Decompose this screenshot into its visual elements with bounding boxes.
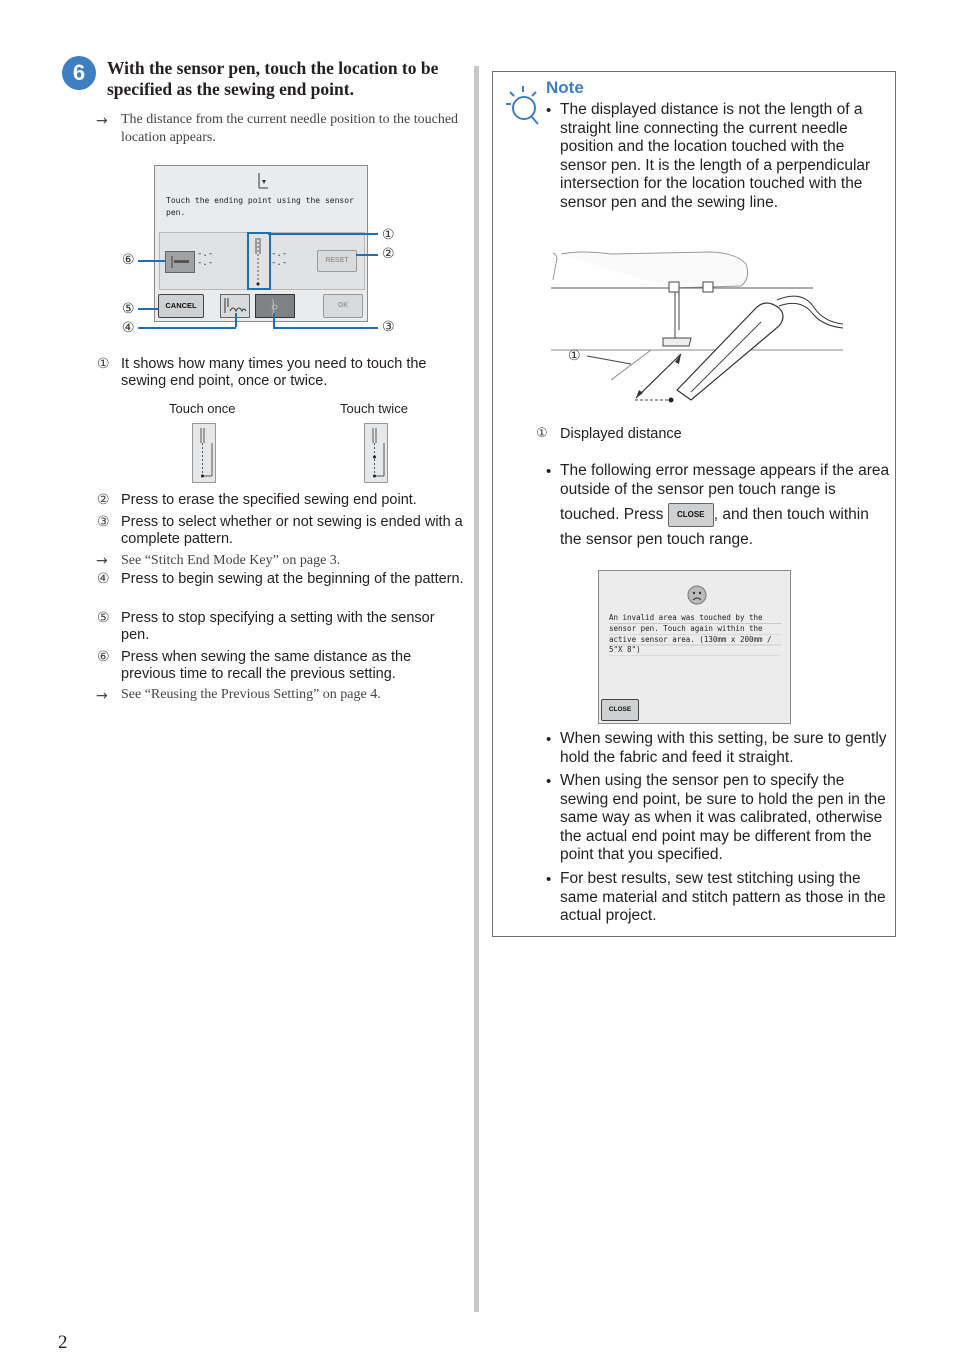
item-arrow: → <box>96 553 108 569</box>
item-arrow: → <box>96 688 108 704</box>
note-bullet-2 <box>560 462 890 550</box>
item-text: Press to erase the specified sewing end point. <box>121 492 417 508</box>
touch-twice-label: Touch twice <box>340 401 408 416</box>
bullet: • <box>546 463 552 480</box>
note-bullet-1: The displayed distance is not the length of a straight line connecting the current needle position and the location touched with the sensor pen. It is the length of a perpendicular intersection for the location touched with the sensor pen and the sewing line. <box>560 101 871 211</box>
item-number: ④ <box>97 571 110 587</box>
note-bullet-2-part2: , and then touch within the sensor pen touch range. <box>560 506 869 548</box>
previous-distance-display: -.- -.- <box>197 249 214 268</box>
bullet: • <box>546 731 552 748</box>
note-title: Note <box>546 78 584 97</box>
callout-6: ⑥ <box>122 252 135 268</box>
close-button-inline[interactable]: CLOSE <box>668 503 714 527</box>
step-number-badge: 6 <box>62 56 96 90</box>
bullet: • <box>546 773 552 790</box>
bullet: • <box>546 102 552 119</box>
note-lightbulb-icon <box>504 84 544 128</box>
column-divider <box>474 66 479 1312</box>
step-result: The distance from the current needle position to the touched location appears. <box>121 112 459 145</box>
error-message: An invalid area was touched by the sensor pen. Touch again within the active sensor area. (130mm x 200mm / 5"X 8") <box>609 613 781 656</box>
cancel-button[interactable]: CANCEL <box>158 294 204 318</box>
item-reference: See “Reusing the Previous Setting” on page 4. <box>121 687 381 702</box>
distance-display: -.- -.- <box>271 249 288 268</box>
sensor-pen-figure <box>551 250 843 408</box>
figure-caption: Displayed distance <box>560 426 682 442</box>
item-text: Press to stop specifying a setting with the sensor pen. <box>121 610 435 643</box>
callout-2: ② <box>382 246 395 262</box>
ok-button[interactable]: OK <box>323 294 363 318</box>
figure-callout-1: ① <box>568 348 581 364</box>
needle-down-icon <box>256 172 270 190</box>
item-text: Press to select whether or not sewing is ended with a complete pattern. <box>121 514 463 547</box>
item-text: Press when sewing the same distance as the previous time to recall the previous setting. <box>121 649 412 682</box>
note-bullet-2-part1: The following error message appears if the area outside of the sensor pen touch range is touched. Press <box>560 462 890 524</box>
callout-line-3a <box>273 313 275 327</box>
item-number: ⑤ <box>97 610 110 626</box>
stitch-end-mode-button[interactable] <box>255 294 295 318</box>
item-number: ① <box>97 356 110 372</box>
callout-line-5 <box>138 308 158 310</box>
touch-twice-icon <box>364 423 388 483</box>
page-number: 2 <box>58 1332 68 1353</box>
callout-3: ③ <box>382 319 395 335</box>
previous-setting-button[interactable] <box>165 251 195 273</box>
callout-line-4b <box>138 327 236 329</box>
touch-once-icon <box>192 423 216 483</box>
note-bullet-4: When using the sensor pen to specify the sewing end point, be sure to hold the pen in the same way as when it was calibrated, otherwise the actual end point may be different from the point that you specified. <box>560 772 886 863</box>
error-screen <box>598 570 791 724</box>
callout-5: ⑤ <box>122 301 135 317</box>
touch-count-indicator <box>247 232 271 290</box>
item-reference: See “Stitch End Mode Key” on page 3. <box>121 553 341 568</box>
item-number: ② <box>97 492 110 508</box>
callout-line-2 <box>356 254 378 256</box>
callout-line-3b <box>273 327 378 329</box>
step-title: With the sensor pen, touch the location to be specified as the sewing end point. <box>107 58 439 99</box>
reset-button[interactable]: RESET <box>317 250 357 272</box>
bullet: • <box>546 871 552 888</box>
result-arrow: → <box>96 113 108 129</box>
callout-1: ① <box>382 227 395 243</box>
item-number: ⑥ <box>97 649 110 665</box>
error-close-button[interactable]: CLOSE <box>601 699 639 721</box>
screen-message: Touch the ending point using the sensor pen. <box>166 196 354 217</box>
item-text: Press to begin sewing at the beginning of the pattern. <box>121 571 464 587</box>
item-text: It shows how many times you need to touch the sewing end point, once or twice. <box>121 356 427 389</box>
note-bullet-5: For best results, sew test stitching using the same material and stitch pattern as those in the actual project. <box>560 870 886 924</box>
callout-line-4a <box>235 313 237 327</box>
callout-4: ④ <box>122 320 135 336</box>
item-number: ③ <box>97 514 110 530</box>
callout-line-1 <box>268 233 378 235</box>
figure-caption-number: ① <box>536 426 548 441</box>
end-point-screen <box>154 165 368 322</box>
sad-face-icon <box>687 585 707 605</box>
note-bullet-3: When sewing with this setting, be sure to gently hold the fabric and feed it straight. <box>560 730 887 766</box>
touch-once-label: Touch once <box>169 401 236 416</box>
callout-line-6 <box>138 260 166 262</box>
